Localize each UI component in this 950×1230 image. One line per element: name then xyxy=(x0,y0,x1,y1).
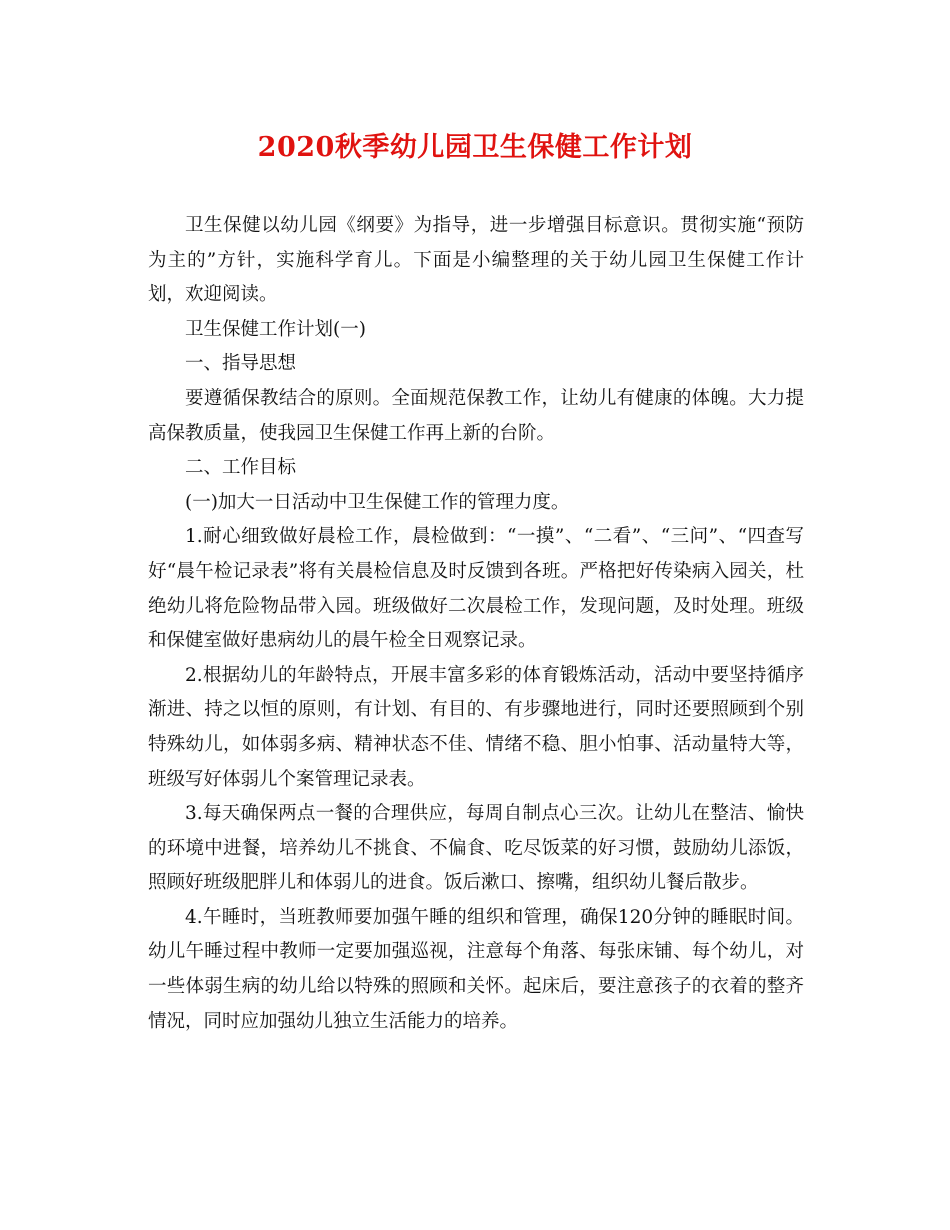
item-paragraph-2: 2.根据幼儿的年龄特点，开展丰富多彩的体育锻炼活动，活动中要坚持循序渐进、持之以恒的原则，有计划、有目的、有步骤地进行，同时还要照顾到个别特殊幼儿，如体弱多病、精神状态不佳、情绪不稳、胆小怕事、活动量特大等，班级写好体弱儿个案管理记录表。 xyxy=(148,664,804,790)
intro-paragraph: 卫生保健以幼儿园《纲要》为指导，进一步增强目标意识。贯彻实施“预防为主的”方针，实施科学育儿。下面是小编整理的关于幼儿园卫生保健工作计划，欢迎阅读。 xyxy=(148,215,804,306)
item-paragraph-3: 3.每天确保两点一餐的合理供应，每周自制点心三次。让幼儿在整洁、愉快的环境中进餐，培养幼儿不挑食、不偏食、吃尽饭菜的好习惯，鼓励幼儿添饭，照顾好班级肥胖儿和体弱儿的进食。饭后漱口、擦嘴，组织幼儿餐后散步。 xyxy=(148,803,804,894)
section-heading-work-goals: 二、工作目标 xyxy=(185,457,297,479)
item-paragraph-1: 1.耐心细致做好晨检工作，晨检做到：“一摸”、“二看”、“三问”、“四查写好“晨午检记录表”将有关晨检信息及时反馈到各班。严格把好传染病入园关，杜绝幼儿将危险物品带入园。班级做好二次晨检工作，发现问题，及时处理。班级和保健室做好患病幼儿的晨午检全日观察记录。 xyxy=(148,526,804,652)
guiding-thought-paragraph: 要遵循保教结合的原则。全面规范保教工作，让幼儿有健康的体魄。大力提高保教质量，使我园卫生保健工作再上新的台阶。 xyxy=(148,387,804,444)
document-body xyxy=(148,209,804,1039)
section-heading-plan-one: 卫生保健工作计划(一) xyxy=(185,318,366,340)
item-paragraph-4: 4.午睡时，当班教师要加强午睡的组织和管理，确保120分钟的睡眠时间。幼儿午睡过程中教师一定要加强巡视，注意每个角落、每张床铺、每个幼儿，对一些体弱生病的幼儿给以特殊的照顾和关怀。起床后，要注意孩子的衣着的整齐情况，同时应加强幼儿独立生活能力的培养。 xyxy=(148,906,804,1032)
document-title: 2020秋季幼儿园卫生保健工作计划 xyxy=(257,132,693,163)
section-heading-guiding-thought: 一、指导思想 xyxy=(185,353,297,375)
subheading-daily-activity: (一)加大一日活动中卫生保健工作的管理力度。 xyxy=(185,491,570,513)
